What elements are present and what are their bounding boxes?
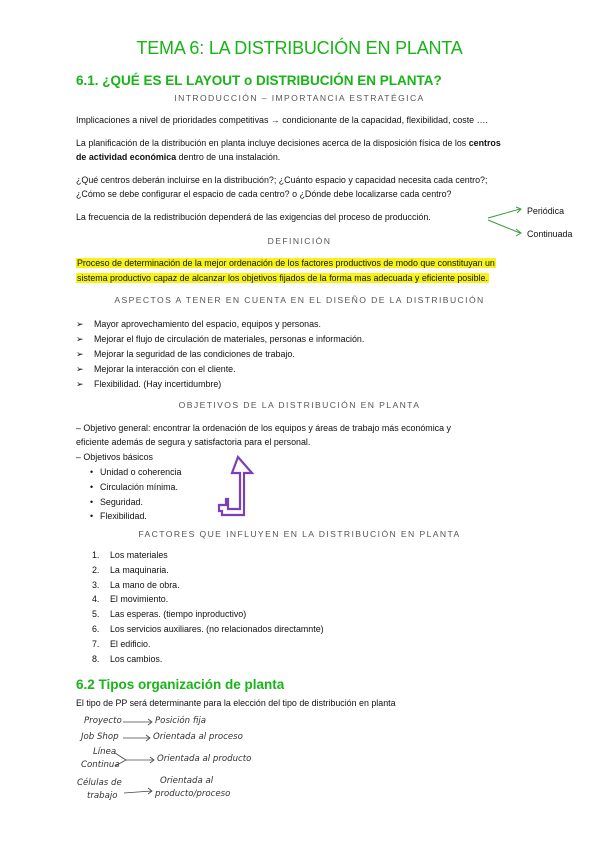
planning-text-b: dentro de una instalación. — [176, 152, 281, 162]
dot-bullet-icon: • — [90, 496, 94, 507]
section-heading-6-2: 6.2 Tipos organización de planta — [76, 677, 285, 692]
definition-label: DEFINICIÓN — [267, 236, 332, 246]
arrow-bullet-icon: ➢ — [76, 349, 84, 359]
section2-intro: El tipo de PP será determinante para la elección del tipo de distribución en planta — [76, 698, 396, 708]
competitive-priorities-text: Implicaciones a nivel de prioridades competitivas → condicionante de la capacidad, flexibilidad, coste …. — [76, 115, 488, 125]
diagram-left-job-shop: Job Shop — [81, 732, 119, 742]
list-item: 1. Los materiales — [92, 550, 168, 560]
arrow-bullet-icon: ➢ — [76, 379, 84, 389]
general-objective-line-2: eficiente además de segura y satisfactoria para el personal. — [76, 437, 311, 447]
list-item: ➢ Mejorar la interacción con el cliente. — [76, 362, 364, 377]
list-item: 2. La maquinaria. — [92, 564, 169, 575]
question-line-1: ¿Qué centros deberán incluirse en la distribución?; ¿Cuánto espacio y capacidad necesita cada centro?; — [76, 175, 488, 185]
list-item: 3. La mano de obra. — [92, 579, 180, 590]
list-item: 7. El edificio. — [92, 638, 151, 649]
diagram-left-linea: Línea — [93, 747, 117, 757]
dot-bullet-icon: • — [90, 511, 94, 522]
diagram-right-orientada-producto: Orientada al producto — [157, 754, 252, 764]
section-heading-6-1: 6.1. ¿QUÉ ES EL LAYOUT o DISTRIBUCIÓN EN PLANTA? — [76, 73, 442, 88]
dot-bullet-icon: • — [90, 481, 94, 492]
list-item: ➢ Flexibilidad. (Hay incertidumbre) — [76, 377, 364, 392]
intro-label: INTRODUCCIÓN – IMPORTANCIA ESTRATÉGICA — [174, 93, 425, 103]
definition-highlight-2: sistema productivo capaz de alcanzar los objetivos fijados de la forma mas adecuada y eficiente posible. — [77, 273, 488, 283]
list-item: 5. Las esperas. (tiempo inproductivo) — [92, 609, 247, 620]
planning-text-a: La planificación de la distribución en planta incluye decisiones acerca de la disposición física de los — [76, 138, 469, 148]
basic-objectives-heading: – Objetivos básicos — [76, 452, 153, 462]
list-item: 8. Los cambios. — [92, 653, 163, 664]
planning-bold-1: centros — [468, 138, 501, 148]
frequency-option-continuada: Continuada — [527, 229, 573, 239]
arrow-bullet-icon: ➢ — [76, 334, 84, 344]
planning-bold-2: de actividad económica — [76, 152, 177, 162]
definition-highlight-1: Proceso de determinación de la mejor ordenación de los factores productivos de modo que constituyan un — [77, 258, 495, 268]
diagram-right-orientada-proceso: Orientada al proceso — [153, 732, 243, 742]
list-item: 6. Los servicios auxiliares. (no relacionados directamnte) — [92, 623, 324, 634]
page-title: TEMA 6: LA DISTRIBUCIÓN EN PLANTA — [136, 38, 463, 58]
diagram-right-posicion-fija: Posición fija — [155, 716, 207, 726]
frequency-text: La frecuencia de la redistribución dependerá de las exigencias del proceso de producción. — [76, 212, 431, 222]
diagram-left-proyecto: Proyecto — [84, 716, 122, 726]
list-item: • Unidad o coherencia — [76, 465, 181, 480]
dot-bullet-icon: • — [90, 467, 94, 477]
list-item: • Flexibilidad. — [76, 509, 181, 524]
general-objective-line-1: – Objetivo general: encontrar la ordenación de los equipos y áreas de trabajo más económica y — [76, 423, 451, 433]
list-item: ➢ Mayor aprovechamiento del espacio, equipos y personas. — [76, 317, 364, 332]
diagram-right-producto-proceso: producto/proceso — [155, 789, 231, 799]
question-line-2: ¿Cómo se debe configurar el espacio de cada centro? o ¿Dónde debe localizarse cada centro? — [76, 189, 452, 199]
aspects-label: ASPECTOS A TENER EN CUENTA EN EL DISEÑO DE LA DISTRIBUCIÓN — [114, 295, 485, 305]
list-item: • Seguridad. — [76, 495, 181, 510]
arrow-bullet-icon: ➢ — [76, 319, 84, 329]
frequency-option-periodica: Periódica — [527, 206, 564, 216]
list-item: 4. El movimiento. — [92, 594, 169, 605]
list-item: ➢ Mejorar el flujo de circulación de materiales, personas e información. — [76, 332, 364, 347]
diagram-left-celulas-de: Células de — [77, 778, 122, 788]
diagram-left-trabajo: trabajo — [87, 791, 118, 801]
diagram-right-orientada-al: Orientada al — [160, 776, 214, 786]
factors-label: FACTORES QUE INFLUYEN EN LA DISTRIBUCIÓN EN PLANTA — [138, 529, 461, 539]
diagram-left-continua: Continua — [81, 760, 120, 770]
arrow-bullet-icon: ➢ — [76, 364, 84, 374]
list-item: • Circulación mínima. — [76, 480, 181, 495]
list-item: ➢ Mejorar la seguridad de las condiciones de trabajo. — [76, 347, 364, 362]
objectives-label: OBJETIVOS DE LA DISTRIBUCIÓN EN PLANTA — [178, 400, 421, 410]
